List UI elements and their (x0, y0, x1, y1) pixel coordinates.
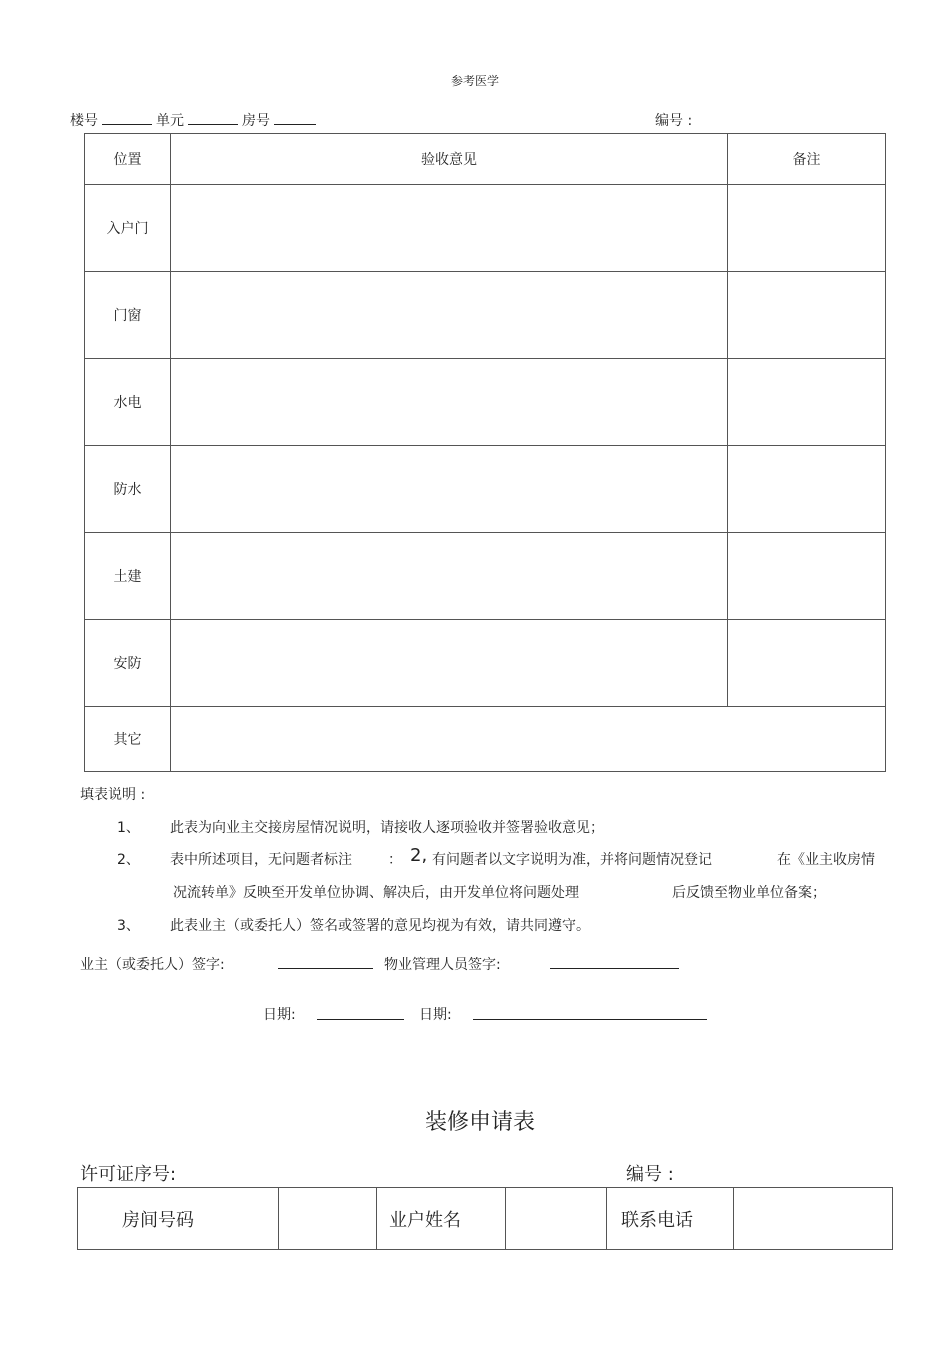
row-label: 安防 (85, 620, 171, 707)
header-opinion: 验收意见 (171, 134, 728, 185)
item2-line2-b: 后反馈至物业单位备案； (672, 885, 826, 901)
item2-text-d: 有问题者以文字说明为准，并将问题情况登记 (432, 852, 712, 868)
permit-label: 许可证序号: (80, 1164, 177, 1185)
row-label: 水电 (85, 359, 171, 446)
date1-line[interactable] (317, 1019, 404, 1020)
instructions-title: 填表说明 : (80, 787, 146, 803)
room-blank[interactable] (274, 110, 316, 125)
item3-number: 3、 (117, 918, 140, 934)
table-row (85, 185, 886, 272)
table-row (85, 620, 886, 707)
opinion-cell[interactable] (171, 359, 728, 446)
table-row (85, 272, 886, 359)
remarks-cell[interactable] (728, 185, 886, 272)
table-row (85, 533, 886, 620)
item2-text-e: 在《业主收房情 (777, 852, 875, 868)
row-label: 防水 (85, 446, 171, 533)
other-cell[interactable] (171, 707, 886, 772)
item2-number: 2、 (117, 852, 140, 868)
acceptance-table (84, 133, 886, 772)
phone-cell[interactable] (734, 1188, 893, 1250)
building-label (70, 110, 320, 130)
unit-label-text: 单元 (156, 113, 184, 129)
date2-label: 日期: (419, 1007, 452, 1023)
owner-signature-line[interactable] (278, 968, 373, 969)
table-header-row (85, 134, 886, 185)
table-row (85, 707, 886, 772)
manager-signature-line[interactable] (550, 968, 679, 969)
application-table (77, 1187, 893, 1250)
row-label: 土建 (85, 533, 171, 620)
item2-text-b: ： (388, 852, 402, 868)
row-label: 入户门 (85, 185, 171, 272)
building-blank[interactable] (102, 110, 152, 125)
table-row (78, 1188, 893, 1250)
top-header-text: 参考医学 (450, 74, 499, 88)
number-label: 编号 : (655, 113, 693, 129)
item3-text: 此表业主（或委托人）签名或签署的意见均视为有效，请共同遵守。 (170, 918, 590, 934)
remarks-cell[interactable] (728, 359, 886, 446)
row-label: 其它 (85, 707, 171, 772)
phone-label: 联系电话 (607, 1188, 734, 1250)
item2-text-a: 表中所述项目，无问题者标注 (170, 852, 352, 868)
unit-blank[interactable] (188, 110, 238, 125)
opinion-cell[interactable] (171, 185, 728, 272)
remarks-cell[interactable] (728, 272, 886, 359)
room-label-text: 房号 (242, 113, 270, 129)
item2-line2-a: 况流转单》反映至开发单位协调、解决后，由开发单位将问题处理 (173, 885, 579, 901)
opinion-cell[interactable] (171, 533, 728, 620)
table-row (85, 446, 886, 533)
application-title: 装修申请表 (424, 1110, 535, 1135)
owner-signature-label: 业主（或委托人）签字: (80, 957, 225, 973)
table-row (85, 359, 886, 446)
building-label-text: 楼号 (70, 113, 98, 129)
remarks-cell[interactable] (728, 620, 886, 707)
row-label: 门窗 (85, 272, 171, 359)
opinion-cell[interactable] (171, 620, 728, 707)
date2-line[interactable] (473, 1019, 707, 1020)
room-number-label: 房间号码 (78, 1188, 279, 1250)
manager-signature-label: 物业管理人员签字: (384, 957, 501, 973)
owner-name-label: 业户姓名 (377, 1188, 506, 1250)
item1-number: 1、 (117, 820, 140, 836)
header-remarks: 备注 (728, 134, 886, 185)
room-number-cell[interactable] (279, 1188, 377, 1250)
remarks-cell[interactable] (728, 446, 886, 533)
item2-text-c: 2, (410, 845, 428, 866)
application-number-label: 编号 : (626, 1164, 674, 1185)
opinion-cell[interactable] (171, 446, 728, 533)
item1-text: 此表为向业主交接房屋情况说明，请接收人逐项验收并签署验收意见； (170, 820, 604, 836)
remarks-cell[interactable] (728, 533, 886, 620)
header-position: 位置 (85, 134, 171, 185)
owner-name-cell[interactable] (506, 1188, 607, 1250)
opinion-cell[interactable] (171, 272, 728, 359)
date1-label: 日期: (263, 1007, 296, 1023)
